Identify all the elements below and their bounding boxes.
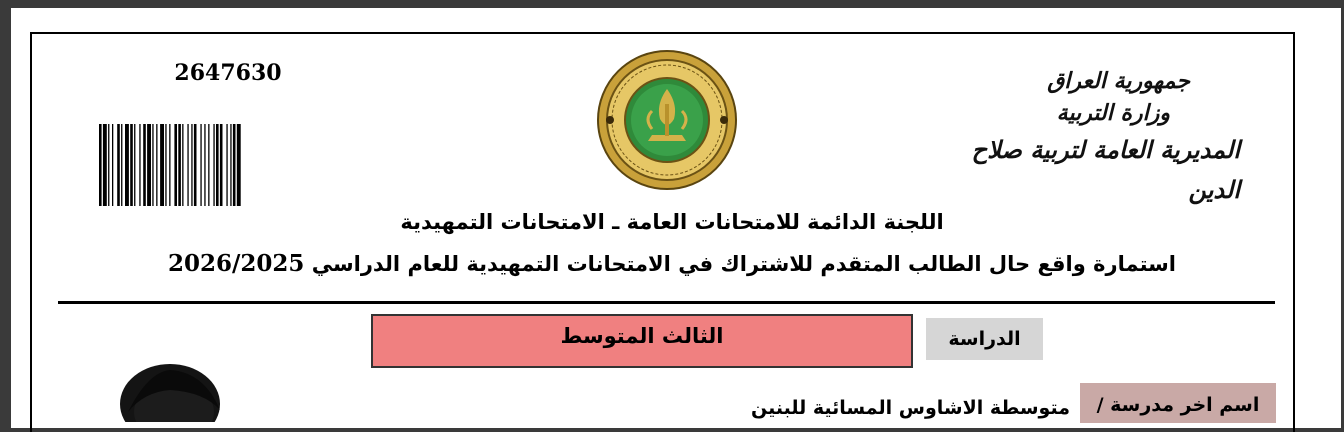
barcode-bar xyxy=(130,124,133,206)
barcode-bar xyxy=(233,124,236,206)
form-title xyxy=(0,250,1344,277)
barcode-bar xyxy=(103,124,107,206)
barcode-bar xyxy=(191,124,192,206)
barcode-bar xyxy=(237,124,241,206)
barcode-bar xyxy=(220,124,223,206)
divider xyxy=(58,301,1275,304)
country-name: جمهورية العراق xyxy=(1047,68,1190,94)
barcode-bar xyxy=(165,124,166,206)
barcode-bar xyxy=(194,124,197,206)
barcode-bar xyxy=(226,124,227,206)
school-value: متوسطة الاشاوس المسائية للبنين xyxy=(750,397,1070,419)
barcode-bar xyxy=(204,124,205,206)
barcode-bar xyxy=(121,124,122,206)
barcode-bar xyxy=(230,124,231,206)
barcode-bar xyxy=(174,124,177,206)
barcode-bar xyxy=(112,124,113,206)
barcode-bar xyxy=(134,124,135,206)
academic-year: 2026/2025 xyxy=(167,250,305,277)
barcode-bar xyxy=(147,124,151,206)
barcode-bar xyxy=(125,124,129,206)
barcode-bar xyxy=(99,124,102,206)
barcode-bar xyxy=(182,124,183,206)
form-title-text: استمارة واقع حال الطالب المتقدم للاشتراك في الامتحانات التمهيدية للعام الدراسي xyxy=(311,252,1176,276)
barcode-bar xyxy=(143,124,146,206)
committee-heading: اللجنة الدائمة للامتحانات العامة ـ الامتحانات التمهيدية xyxy=(400,210,944,234)
barcode-bar xyxy=(160,124,164,206)
student-photo xyxy=(108,352,238,422)
barcode-bar xyxy=(187,124,188,206)
barcode-bar xyxy=(178,124,181,206)
school-label: اسم اخر مدرسة / xyxy=(1080,383,1276,423)
barcode-bar xyxy=(208,124,209,206)
stage-value: الثالث المتوسط xyxy=(371,314,913,368)
stage-label: الدراسة xyxy=(926,318,1043,360)
barcode-bar xyxy=(139,124,140,206)
barcode-bar xyxy=(213,124,214,206)
ministry-name: وزارة التربية xyxy=(1056,100,1170,126)
ministry-seal-icon xyxy=(596,49,738,191)
ministry-header xyxy=(920,66,1240,210)
barcode-bar xyxy=(156,124,157,206)
barcode-bar xyxy=(152,124,153,206)
barcode-bar xyxy=(117,124,120,206)
barcode-icon xyxy=(99,124,351,206)
barcode-bar xyxy=(200,124,201,206)
directorate-name: المديرية العامة لتربية صلاح الدين xyxy=(971,135,1240,204)
document-number: 2647630 xyxy=(174,60,282,86)
barcode-bar xyxy=(216,124,219,206)
barcode-bar xyxy=(169,124,170,206)
barcode-bar xyxy=(108,124,109,206)
